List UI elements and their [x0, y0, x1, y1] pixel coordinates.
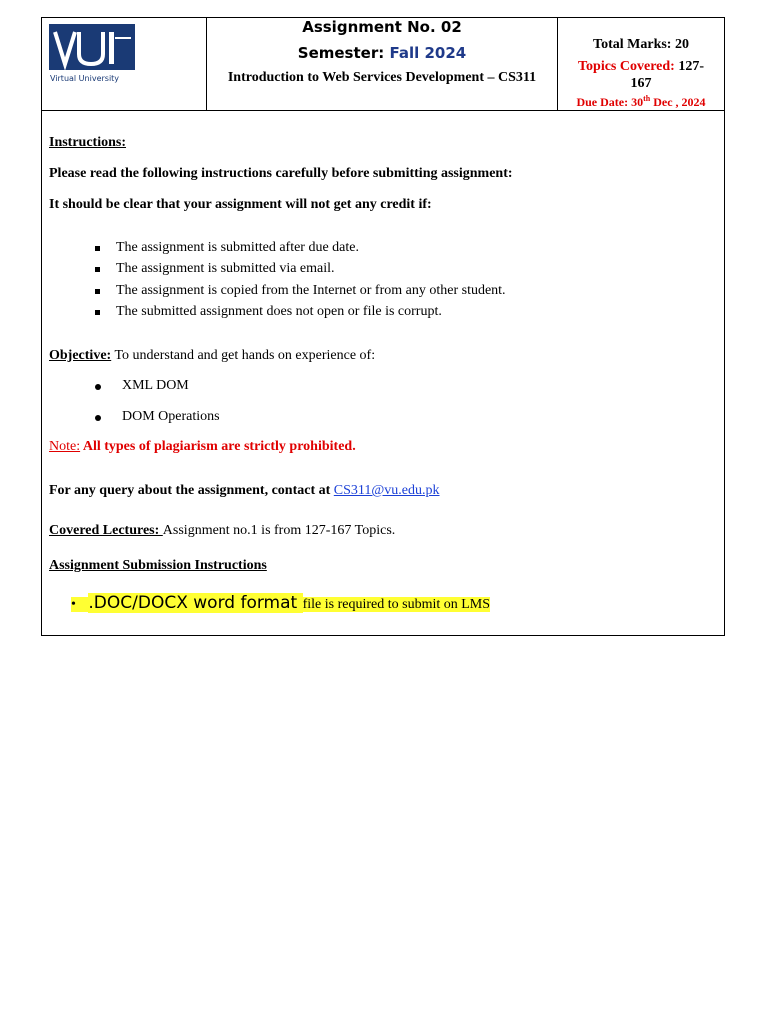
email-link[interactable]: CS311@vu.edu.pk — [333, 483, 440, 498]
list-item: The submitted assignment does not open or file is corrupt. — [116, 304, 442, 319]
submission-item: • .DOC/DOCX word format file is required to submit on LMS — [71, 593, 491, 613]
bullet-icon — [95, 415, 101, 421]
instructions-line-2: It should be clear that your assignment will not get any credit if: — [49, 197, 432, 212]
assignment-document — [41, 17, 725, 636]
bullet-icon — [95, 310, 100, 315]
list-item: The assignment is copied from the Internet or from any other student. — [116, 283, 506, 298]
list-item: The assignment is submitted after due date. — [116, 240, 359, 255]
objective-line: Objective: To understand and get hands on experience of: — [49, 348, 376, 363]
assignment-title: Assignment No. 02 — [302, 18, 462, 36]
instructions-line-1: Please read the following instructions carefully before submitting assignment: — [49, 166, 513, 181]
logo-cell — [42, 18, 207, 110]
objective-item: DOM Operations — [122, 409, 220, 424]
instructions-heading: Instructions: — [49, 135, 127, 150]
query-line: For any query about the assignment, contact at CS311@vu.edu.pk — [49, 483, 440, 498]
bullet-icon — [95, 267, 100, 272]
bullet-icon — [95, 289, 100, 294]
bullet-icon — [95, 384, 101, 390]
marks-cell — [558, 18, 724, 110]
objective-item: XML DOM — [122, 378, 189, 393]
due-date: Due Date: 30th Dec , 2024 — [576, 94, 706, 109]
svg-text:Virtual University: Virtual University — [50, 74, 120, 83]
note-line: Note: All types of plagiarism are strictly prohibited. — [49, 439, 356, 454]
course-title: Introduction to Web Services Development – CS311 — [227, 70, 537, 85]
bullet-icon: • — [71, 597, 87, 612]
vu-logo — [49, 24, 135, 84]
list-item: The assignment is submitted via email. — [116, 261, 335, 276]
topics-covered: Topics Covered: 127- 167 — [577, 59, 704, 91]
total-marks: Total Marks: 20 — [593, 37, 689, 52]
header-table — [42, 18, 724, 111]
semester-line: Semester: Fall 2024 — [297, 44, 467, 62]
bullet-icon — [95, 246, 100, 251]
submission-heading: Assignment Submission Instructions — [49, 558, 267, 573]
covered-lectures: Covered Lectures: Assignment no.1 is from 127-167 Topics. — [49, 523, 396, 538]
title-cell — [207, 18, 558, 110]
